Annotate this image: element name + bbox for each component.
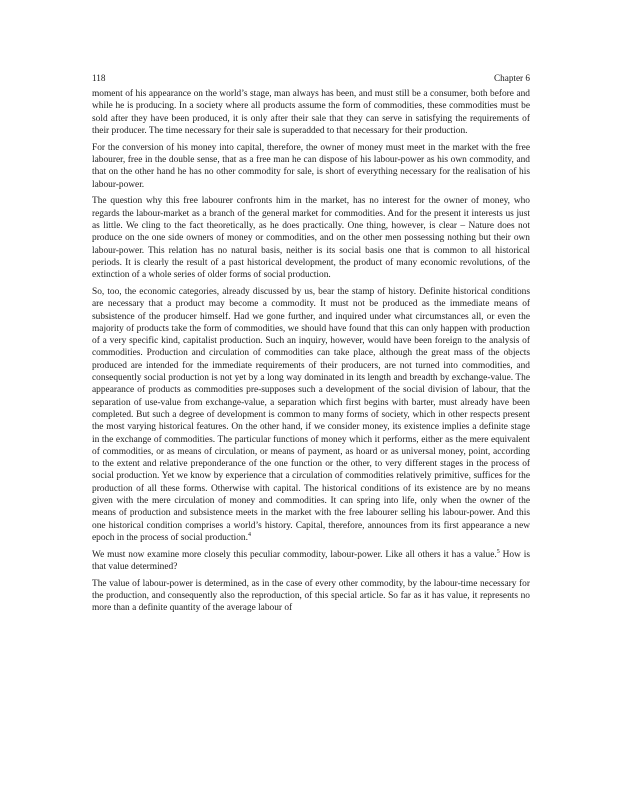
paragraph-1 <box>92 88 530 137</box>
paragraph-6 <box>92 578 530 615</box>
paragraph-text: The question why this free labourer confronts him in the market, has no interest for the owner of money, who regards the labour-market as a branch of the general market for commodities. And for the present it interests us just as little. We cling to the fact theoretically, as he does practically. One thing, however, is clear – Nature does not produce on the one side owners of money or commodities, and on the other men possessing nothing but their own labour-power. This relation has no natural basis, neither is its social basis one that is common to all historical periods. It is clearly the result of a past historical development, the product of many economic revolutions, of the extinction of a whole series of older forms of social production. <box>92 196 530 281</box>
paragraph-4 <box>92 286 530 544</box>
paragraph-text: So, too, the economic categories, already discussed by us, bear the stamp of history. Definite historical conditions are necessary that a product may become a commodity. It must not be produced as the immediate means of subsistence of the producer himself. Had we gone further, and inquired under what circumstances all, or even the majority of products take the form of commodities, we should have found that this can only happen with production of a very specific kind, capitalist production. Such an inquiry, however, would have been foreign to the analysis of commodities. Production and circulation of commodities can take place, although the great mass of the objects produced are intended for the immediate requirements of their producers, are not turned into commodities, and consequently social production is not yet by a long way dominated in its length and breadth by exchange-value. The appearance of products as commodities pre-supposes such a development of the social division of labour, that the separation of use-value from exchange-value, a separation which first begins with barter, must already have been completed. But such a degree of development is common to many forms of society, which in other respects present the most varying historical features. On the other hand, if we consider money, its existence implies a definite stage in the exchange of commodities. The particular functions of money which it performs, either as the mere equivalent of commodities, or as means of circulation, or means of payment, as hoard or as universal money, point, according to the extent and relative preponderance of the one function or the other, to very different stages in the process of social production. Yet we know by experience that a circulation of commodities relatively primitive, suffices for the production of all these forms. Otherwise with capital. The historical conditions of its existence are by no means given with the mere circulation of money and commodities. It can spring into life, only when the owner of the means of production and subsistence meets in the market with the free labourer selling his labour-power. And this one historical condition comprises a world’s history. Capital, therefore, announces from its first appearance a new epoch in the process of social production. <box>92 286 530 543</box>
footnote-marker[interactable]: 5 <box>496 548 500 555</box>
paragraph-2 <box>92 142 530 191</box>
paragraph-text: The value of labour-power is determined, as in the case of every other commodity, by the labour-time necessary for the production, and consequently also the reproduction, of this special article. So far as it has value, it represents no more than a definite quantity of the average labour of <box>92 578 530 614</box>
chapter-title: Chapter 6 <box>494 73 530 83</box>
paragraph-5 <box>92 549 530 574</box>
paragraph-text: We must now examine more closely this peculiar commodity, labour-power. Like all others it has a value. <box>92 549 497 560</box>
footnote-marker[interactable]: 4 <box>247 531 251 538</box>
document-page <box>92 73 530 619</box>
paragraph-text: moment of his appearance on the world’s stage, man always has been, and must still be a consumer, both before and while he is producing. In a society where all products assume the form of commodities, these commodities must be sold after they have been produced, it is only after their sale that they can serve in satisfying the requirements of their producer. The time necessary for their sale is superadded to that necessary for their production. <box>92 89 530 136</box>
paragraph-3 <box>92 195 530 281</box>
page-number: 118 <box>92 73 106 83</box>
paragraph-text: For the conversion of his money into capital, therefore, the owner of money must meet in the market with the free labourer, free in the double sense, that as a free man he can dispose of his labour-power as his own commodity, and that on the other hand he has no other commodity for sale, is short of everything necessary for the realisation of his labour-power. <box>92 142 530 190</box>
page-header <box>92 73 530 84</box>
paragraph-text-continued: How is that value determined? <box>92 549 530 572</box>
